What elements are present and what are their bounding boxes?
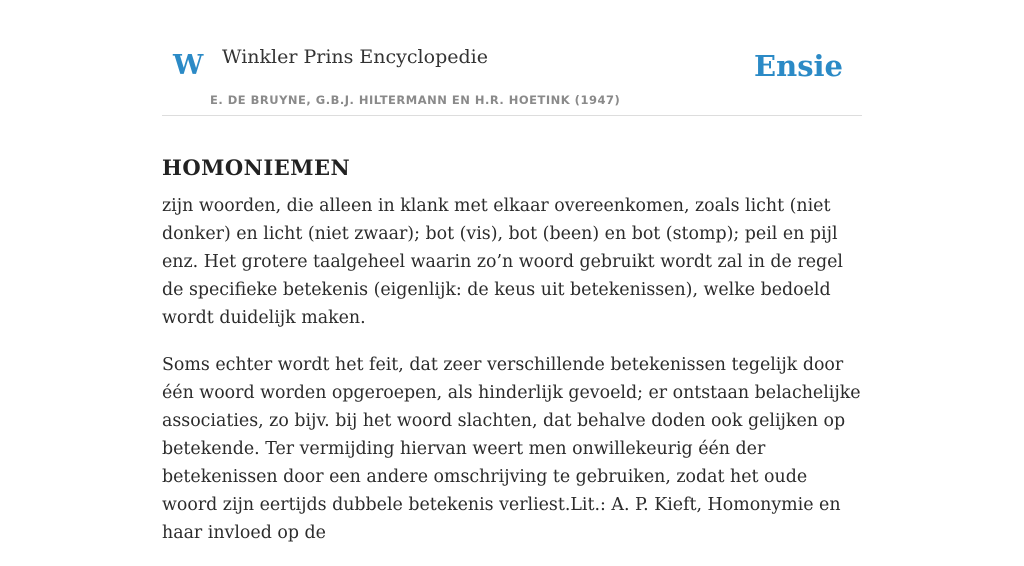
page-title: HOMONIEMEN	[162, 155, 351, 181]
article-paragraph: zijn woorden, die alleen in klank met elkaar overeenkomen, zoals licht (niet donker) en licht (niet zwaar); bot (vis), bot (been) en bot (stomp); peil en pijl enz. Het grotere taalgeheel waarin zo’n woord gebruikt wordt zal in de regel de specifieke betekenis (eigenlijk: de keus uit betekenissen), welke bedoeld wordt duidelijk maken.	[162, 196, 843, 328]
article-paragraph: Soms echter wordt het feit, dat zeer verschillende betekenissen tegelijk door één woord worden opgeroepen, als hinderlijk gevoeld; er ontstaan belachelijke associaties, zo bijv. bij het woord slachten, dat behalve doden ook gelijken op betekende. Ter vermijding hiervan weert men onwillekeurig één der betekenissen door een andere omschrijving te gebruiken, zodat het oude woord zijn eertijds dubbele betekenis verliest.Lit.: A. P. Kieft, Homonymie en haar invloed op de	[162, 355, 861, 543]
article-page	[162, 0, 862, 543]
authors-line: E. DE BRUYNE, G.B.J. HILTERMANN EN H.R. HOETINK (1947)	[210, 93, 621, 107]
winkler-prins-logo[interactable]: W	[173, 50, 204, 81]
encyclopedia-title[interactable]: Winkler Prins Encyclopedie	[222, 46, 488, 68]
article-body	[162, 192, 862, 566]
site-header	[162, 0, 862, 116]
ensie-logo[interactable]: Ensie	[754, 49, 843, 83]
